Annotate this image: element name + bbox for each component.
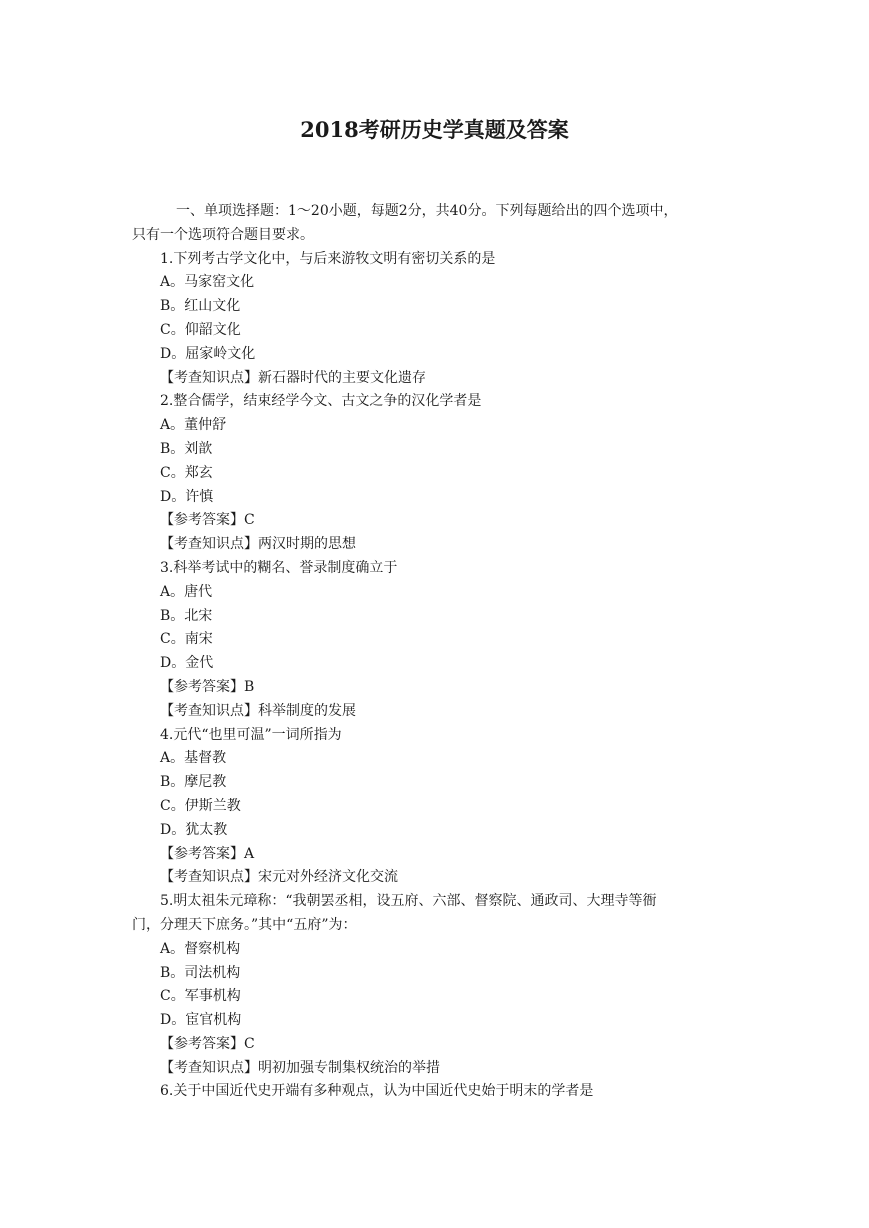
question-1-option-d: D。屈家岭文化 [160,345,256,362]
question-5-option-b: B。司法机构 [160,964,241,981]
question-2-option-d: D。许慎 [160,488,214,505]
question-2-option-c: C。郑玄 [160,464,213,481]
question-5-option-c: C。军事机构 [160,988,241,1005]
question-4-knowledge-point: 【考查知识点】宋元对外经济文化交流 [160,869,398,886]
question-4-option-c: C。伊斯兰教 [160,797,241,814]
question-5-knowledge-point: 【考查知识点】明初加强专制集权统治的举措 [160,1059,440,1076]
question-3-option-b: B。北宋 [160,607,213,624]
question-3-option-c: C。南宋 [160,631,213,648]
question-3-option-a: A。唐代 [160,583,213,600]
question-2-knowledge-point: 【考查知识点】两汉时期的思想 [160,536,356,553]
question-6-stem: 6.关于中国近代史开端有多种观点，认为中国近代史始于明末的学者是 [160,1083,594,1100]
question-1-knowledge-point: 【考查知识点】新石器时代的主要文化遗存 [160,369,426,386]
section-intro-line-1: 一、单项选择题：1～20小题，每题2分，共40分。下列每题给出的四个选项中， [176,203,678,219]
question-4-option-d: D。犹太教 [160,821,228,838]
question-1-option-c: C。仰韶文化 [160,321,241,338]
question-3-stem: 3.科举考试中的糊名、誉录制度确立于 [160,559,398,576]
question-5-option-a: A。督察机构 [160,940,241,957]
question-5-answer: 【参考答案】C [160,1035,255,1052]
question-2-option-a: A。董仲舒 [160,417,227,434]
question-1-stem: 1.下列考古学文化中，与后来游牧文明有密切关系的是 [160,250,496,267]
question-2-stem: 2.整合儒学，结束经学今文、古文之争的汉化学者是 [160,393,482,410]
question-2-option-b: B。刘歆 [160,440,213,457]
page-title: 2018考研历史学真题及答案 [300,117,569,142]
question-4-answer: 【参考答案】A [160,845,255,862]
document-body [132,200,732,1104]
question-1-option-b: B。红山文化 [160,298,241,315]
question-3-answer: 【参考答案】B [160,678,255,695]
question-3-option-d: D。金代 [160,655,214,672]
question-4-option-b: B。摩尼教 [160,774,227,791]
section-intro-line-2: 只有一个选项符合题目要求。 [132,226,314,243]
question-1-option-a: A。马家窑文化 [160,274,255,291]
question-5-stem-line-1: 5.明太祖朱元璋称：“我朝罢丞相，设五府、六部、督察院、通政司、大理寺等衙 [160,893,657,910]
question-2-answer: 【参考答案】C [160,512,255,529]
question-5-stem-line-2: 门，分理天下庶务。”其中“五府”为： [132,916,357,933]
question-4-option-a: A。基督教 [160,750,227,767]
question-3-knowledge-point: 【考查知识点】科举制度的发展 [160,702,356,719]
question-5-option-d: D。宦官机构 [160,1012,242,1029]
question-4-stem: 4.元代“也里可温”一词所指为 [160,726,342,743]
